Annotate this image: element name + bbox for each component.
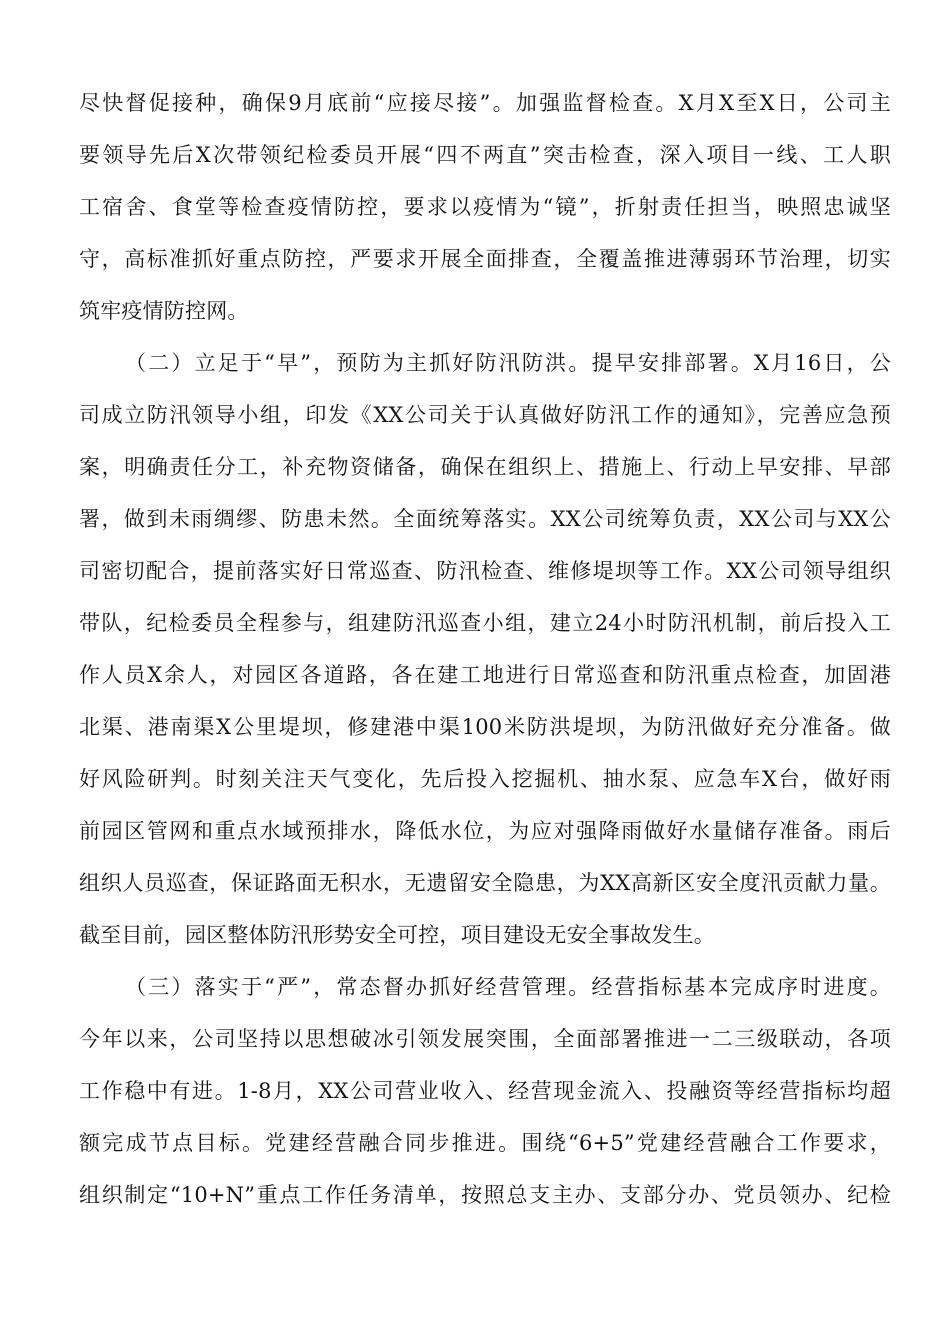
- text-line: 前园区管网和重点水域预排水，降低水位，为应对强降雨做好水量储存准备。雨后: [79, 819, 891, 843]
- text-line: 守，高标准抓好重点防控，严要求开展全面排查，全覆盖推进薄弱环节治理，切实: [79, 247, 891, 271]
- paragraph-3: [79, 968, 891, 1228]
- text-line: （三）落实于“严”，常态督办抓好经营管理。经营指标基本完成序时进度。: [125, 975, 891, 999]
- text-line: 今年以来，公司坚持以思想破冰引领发展突围，全面部署推进一二三级联动，各项: [79, 1027, 891, 1051]
- paragraph-2: [79, 344, 891, 968]
- text-line: 司密切配合，提前落实好日常巡查、防汛检查、维修堤坝等工作。XX公司领导组织: [79, 559, 891, 583]
- text-line: 尽快督促接种，确保9月底前“应接尽接”。加强监督检查。X月X至X日，公司主: [79, 91, 891, 115]
- text-line: 北渠、港南渠X公里堤坝，修建港中渠100米防洪堤坝，为防汛做好充分准备。做: [79, 715, 891, 739]
- text-line: 截至目前，园区整体防汛形势安全可控，项目建设无安全事故发生。: [79, 923, 715, 947]
- text-line: 工宿舍、食堂等检查疫情防控，要求以疫情为“镜”，折射责任担当，映照忠诚坚: [79, 195, 891, 219]
- text-line: 作人员X余人，对园区各道路，各在建工地进行日常巡查和防汛重点检查，加固港: [79, 663, 891, 687]
- text-line: 署，做到未雨绸缪、防患未然。全面统筹落实。XX公司统筹负责，XX公司与XX公: [79, 507, 891, 531]
- paragraph-1: [79, 84, 891, 344]
- text-line: 工作稳中有进。1-8月，XX公司营业收入、经营现金流入、投融资等经营指标均超: [79, 1079, 891, 1103]
- text-line: 带队，纪检委员全程参与，组建防汛巡查小组，建立24小时防汛机制，前后投入工: [79, 611, 891, 635]
- text-line: 组织人员巡查，保证路面无积水，无遗留安全隐患，为XX高新区安全度汛贡献力量。: [79, 871, 891, 895]
- document-body: [79, 84, 891, 1228]
- text-line: 组织制定“10+N”重点工作任务清单，按照总支主办、支部分办、党员领办、纪检: [79, 1183, 891, 1207]
- text-line: 要领导先后X次带领纪检委员开展“四不两直”突击检查，深入项目一线、工人职: [79, 143, 891, 167]
- text-line: （二）立足于“早”，预防为主抓好防汛防洪。提早安排部署。X月16日，公: [125, 351, 891, 375]
- text-line: 司成立防汛领导小组，印发《XX公司关于认真做好防汛工作的通知》，完善应急预: [79, 403, 891, 427]
- text-line: 好风险研判。时刻关注天气变化，先后投入挖掘机、抽水泵、应急车X台，做好雨: [79, 767, 891, 791]
- text-line: 案，明确责任分工，补充物资储备，确保在组织上、措施上、行动上早安排、早部: [79, 455, 891, 479]
- text-line: 额完成节点目标。党建经营融合同步推进。围绕“6+5”党建经营融合工作要求，: [79, 1131, 891, 1155]
- text-line: 筑牢疫情防控网。: [79, 299, 249, 323]
